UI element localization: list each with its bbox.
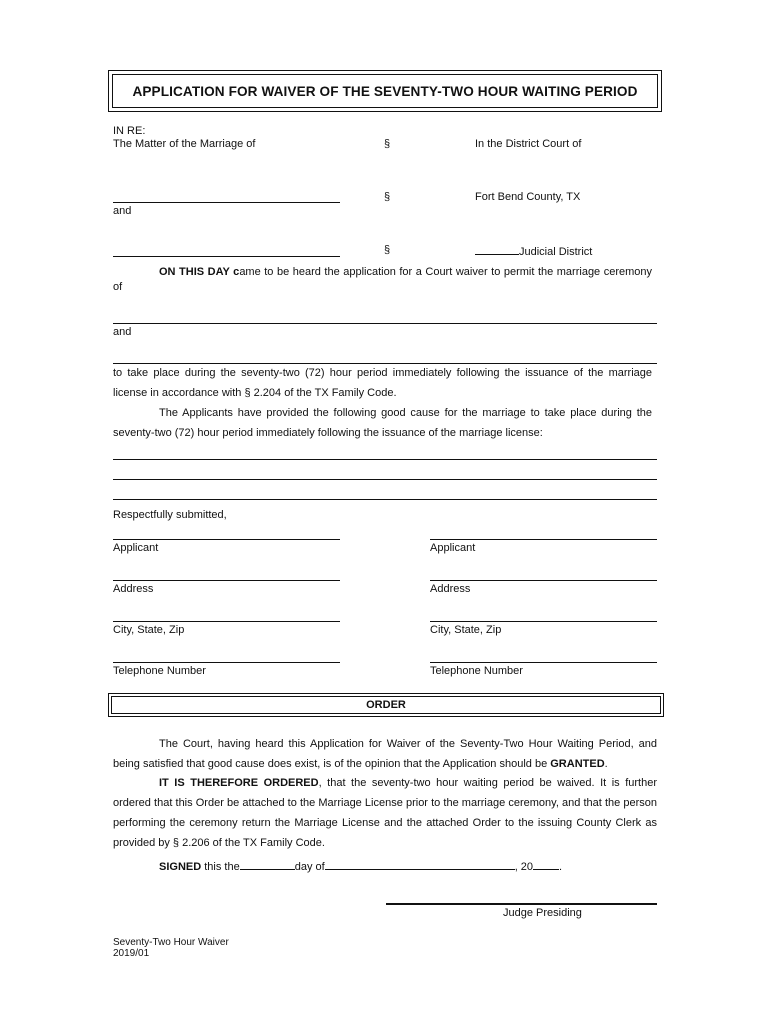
good-cause-line-2[interactable]: [113, 479, 657, 480]
title-inner-border: [112, 74, 658, 108]
day-blank[interactable]: [240, 858, 295, 870]
footer-form-name: Seventy-Two Hour Waiver: [113, 937, 229, 948]
applicant2-name-line[interactable]: [113, 256, 340, 257]
order-paragraph-2-text: , that the seventy-two hour waiting period be waived. It is further ordered that this Order be attached to the Marriage License prior to the marriage ceremony, and that the person performing the ceremony return the Marriage License and the attached Order to the issuing County Clerk as provided by § 2.206 of the TX Family Code.: [113, 777, 657, 849]
applicant2-phone-label: Telephone Number: [430, 665, 523, 677]
month-blank[interactable]: [325, 858, 515, 870]
respectfully-submitted: Respectfully submitted,: [113, 509, 227, 521]
granted-text: GRANTED: [550, 758, 605, 770]
signed-period: .: [559, 861, 563, 873]
footer-form-date: 2019/01: [113, 948, 150, 959]
signed-this-the: this the: [201, 861, 240, 873]
applicant2-address-line[interactable]: [430, 580, 657, 581]
district-number-blank[interactable]: [475, 243, 519, 255]
applicant2-signature-line[interactable]: [430, 539, 657, 540]
section-symbol-1: §: [384, 138, 391, 150]
order-paragraph-1: [113, 734, 657, 774]
applicant1-address-line[interactable]: [113, 580, 340, 581]
applicant1-label: Applicant: [113, 542, 159, 554]
section-symbol-2: §: [384, 191, 391, 203]
order-heading-inner: [111, 696, 661, 714]
year-blank[interactable]: [533, 858, 559, 870]
order-heading-box: [108, 693, 664, 717]
signed-bold: SIGNED: [159, 861, 202, 873]
applicant2-city-label: City, State, Zip: [430, 624, 502, 636]
judge-presiding-label: Judge Presiding: [503, 907, 582, 919]
applicant1-city-line[interactable]: [113, 621, 340, 622]
applicant1-phone-line[interactable]: [113, 662, 340, 663]
document-title: APPLICATION FOR WAIVER OF THE SEVENTY-TWO HOUR WAITING PERIOD: [132, 83, 638, 99]
order-heading: ORDER: [366, 699, 406, 711]
applicant1-address-label: Address: [113, 583, 154, 595]
applicant1-phone-label: Telephone Number: [113, 665, 206, 677]
on-this-day-paragraph: [113, 265, 652, 295]
applicant1-city-label: City, State, Zip: [113, 624, 185, 636]
judicial-district-row: [475, 243, 592, 259]
day-of-text: day of: [294, 861, 325, 873]
court-label: In the District Court of: [475, 138, 582, 150]
county-label: Fort Bend County, TX: [475, 191, 581, 203]
signed-line: [159, 858, 562, 874]
applicant1-signature-line[interactable]: [113, 539, 340, 540]
judicial-district-label: Judicial District: [519, 246, 593, 258]
order-paragraph-1-text: The Court, having heard this Application for Waiver of the Seventy-Two Hour Waiting Period, and being satisfied that good cause does exist, is of the opinion that the Application should be: [113, 738, 657, 770]
good-cause-paragraph: [113, 403, 652, 443]
on-this-day-bold: ON THIS DAY c: [159, 266, 240, 278]
take-place-paragraph: to take place during the seventy-two (72) hour period immediately following the issuance of the marriage license in accordance with § 2.204 of the TX Family Code.: [113, 367, 652, 399]
title-box: [108, 70, 662, 112]
order-paragraph-2: [113, 773, 657, 853]
party1-line[interactable]: [113, 323, 657, 324]
applicant2-label: Applicant: [430, 542, 476, 554]
year-prefix: , 20: [514, 861, 534, 873]
applicant1-name-line[interactable]: [113, 202, 340, 203]
on-this-day-text: ame to be heard the application for a Court waiver to permit the marriage ceremony of: [113, 266, 653, 293]
section-symbol-3: §: [384, 244, 391, 256]
applicant2-phone-line[interactable]: [430, 662, 657, 663]
in-re-label: IN RE:: [113, 125, 146, 137]
applicant2-address-label: Address: [430, 583, 471, 595]
judge-signature-line[interactable]: [386, 903, 657, 905]
order-paragraph-1-end: .: [604, 758, 608, 770]
caption-and: and: [113, 205, 132, 217]
applicant2-city-line[interactable]: [430, 621, 657, 622]
matter-label: The Matter of the Marriage of: [113, 138, 256, 150]
body-and: and: [113, 326, 132, 338]
good-cause-line-1[interactable]: [113, 459, 657, 460]
good-cause-text: The Applicants have provided the following good cause for the marriage to take place during the seventy-two (72) hour period immediately following the issuance of the marriage license:: [113, 407, 652, 439]
good-cause-line-3[interactable]: [113, 499, 657, 500]
ordered-bold: IT IS THEREFORE ORDERED: [159, 777, 319, 789]
